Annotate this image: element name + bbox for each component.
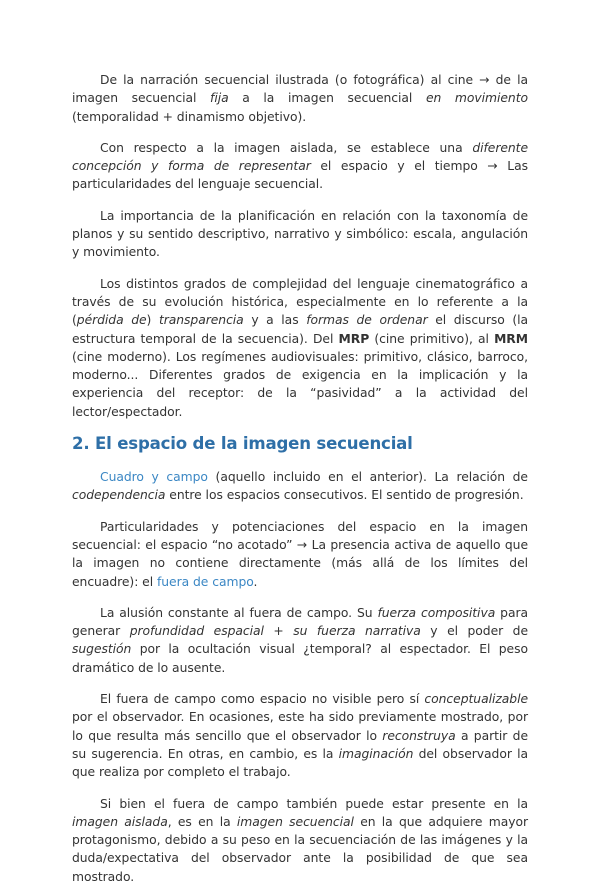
text: El fuera de campo como espacio no visible pero sí	[100, 692, 425, 707]
section-heading: 2. El espacio de la imagen secuencial	[72, 434, 413, 454]
text: para generar	[72, 605, 528, 639]
text: Particularidades y potenciaciones del espacio en la imagen secuencial: el espacio “no acotado” → La presencia activa de aquello que la imagen no contiene directamente (más allá de los límites del encuadre): el	[72, 519, 528, 589]
text: por el observador. En ocasiones, este ha sido previamente mostrado, por lo que resulta más sencillo que el observador lo	[72, 710, 528, 743]
italic-text: diferente concepción y forma de representar	[72, 140, 528, 174]
paragraph-conceptualizable	[72, 690, 528, 781]
text: (aquello incluido en el anterior). La relación de	[207, 470, 528, 485]
italic-text: formas de ordenar	[306, 313, 428, 328]
italic-text: imagen secuencial	[236, 814, 354, 829]
text: y el poder de	[420, 624, 528, 639]
text: (cine moderno). Los regímenes audiovisuales: primitivo, clásico, barroco, moderno... Diferentes grados de exigencia en la implicación y la experiencia del receptor: de la “pasividad” a la actividad del lector/espectador.	[72, 349, 528, 419]
italic-text: imagen aislada	[72, 814, 168, 829]
italic-text: su fuerza narrativa	[293, 624, 421, 639]
text: Con respecto a la imagen aislada, se establece una	[100, 140, 473, 155]
text: el espacio y el tiempo → Las particularidades del lenguaje secuencial.	[72, 159, 528, 192]
text: del observador la que realiza por completo el trabajo.	[72, 746, 528, 780]
paragraph-planificacion	[72, 207, 528, 262]
paragraph-protagonismo	[72, 795, 528, 886]
italic-text: transparencia	[158, 313, 244, 328]
italic-text: fuerza compositiva	[377, 605, 496, 620]
italic-text: fija	[210, 91, 229, 106]
text: entre los espacios consecutivos. El sentido de progresión.	[165, 488, 524, 503]
italic-text: en movimiento	[425, 91, 529, 106]
text: a partir de su sugerencia. En otras, en cambio, es la	[72, 728, 528, 761]
link-cuadro-y-campo[interactable]: Cuadro y campo	[100, 470, 208, 485]
text: (temporalidad + dinamismo objetivo).	[72, 109, 307, 124]
link-fuera-de-campo[interactable]: fuera de campo	[156, 574, 254, 589]
text: )	[146, 313, 159, 328]
italic-text: reconstruya	[382, 728, 456, 743]
text: +	[263, 624, 294, 639]
italic-text: conceptualizable	[424, 692, 528, 707]
paragraph-alusion	[72, 604, 528, 677]
text: La alusión constante al fuera de campo. Su	[100, 605, 378, 620]
text: , es en la	[167, 814, 237, 829]
text: La importancia de la planificación en relación con la taxonomía de planos y su sentido descriptivo, narrativo y simbólico: escala, angulación y movimiento.	[72, 208, 528, 260]
italic-text: imaginación	[338, 746, 414, 761]
paragraph-narracion	[72, 71, 528, 126]
paragraph-cuadro-campo	[72, 468, 528, 505]
bold-text: MRP	[338, 331, 370, 346]
text: el discurso (la estructura temporal de la secuencia). Del	[72, 313, 529, 346]
paragraph-imagen-aislada	[72, 139, 528, 194]
text: De la narración secuencial ilustrada (o fotográfica) al cine → de la imagen secuencial	[72, 73, 528, 106]
italic-text: sugestión	[72, 642, 132, 657]
bold-text: MRM	[494, 331, 528, 346]
paragraph-complejidad	[72, 275, 528, 421]
text: Si bien el fuera de campo también puede estar presente en la	[100, 796, 528, 811]
text: Los distintos grados de complejidad del lenguaje cinematográfico a través de su evolución histórica, especialmente en lo referente a la (	[72, 276, 528, 328]
text: en la que adquiere mayor protagonismo, debido a su peso en la secuenciación de las imágenes y la duda/expectativa del observador ante la posibilidad de que sea mostrado.	[72, 814, 529, 884]
italic-text: codependencia	[72, 488, 166, 503]
text: .	[253, 574, 258, 589]
italic-text: pérdida de	[76, 313, 147, 328]
text: por la ocultación visual ¿temporal? al espectador. El peso dramático de lo ausente.	[72, 642, 528, 675]
italic-text: profundidad espacial	[129, 624, 264, 639]
paragraph-particularidades	[72, 518, 528, 591]
text: y a las	[243, 313, 307, 328]
text: a la imagen secuencial	[228, 91, 426, 106]
text: (cine primitivo), al	[369, 331, 495, 346]
